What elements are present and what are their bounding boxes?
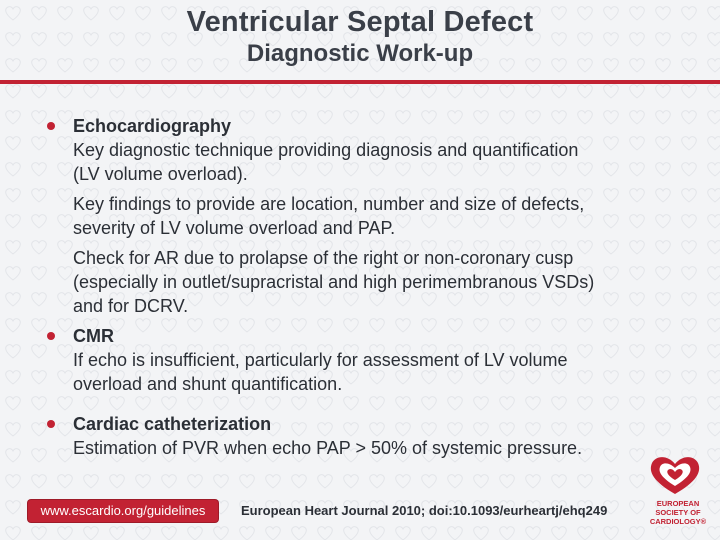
section-heading-cmr: CMR — [73, 326, 114, 346]
bullet-icon — [47, 332, 55, 340]
logo-line-3: CARDIOLOGY® — [649, 517, 707, 526]
header-divider — [0, 80, 720, 84]
body-line: (LV volume overload). — [73, 164, 248, 184]
body-line: Estimation of PVR when echo PAP > 50% of systemic pressure. — [73, 438, 583, 458]
journal-reference: European Heart Journal 2010; doi:10.1093/eurheartj/ehq249 — [241, 503, 608, 518]
body-line: severity of LV volume overload and PAP. — [73, 218, 396, 238]
section-heading-cardiac-catheterization: Cardiac catheterization — [73, 414, 272, 434]
bullet-icon — [47, 420, 55, 428]
slide-subtitle: Diagnostic Work-up — [246, 40, 474, 67]
body-line: Key diagnostic technique providing diagnosis and quantification — [73, 140, 579, 160]
body-line: Check for AR due to prolapse of the right or non-coronary cusp — [73, 248, 574, 268]
slide-title: Ventricular Septal Defect — [186, 6, 534, 38]
heart-logo-icon — [644, 452, 706, 498]
logo-line-1: EUROPEAN — [656, 499, 700, 508]
slide-header — [0, 0, 720, 80]
body-line: overload and shunt quantification. — [73, 374, 343, 394]
section-heading-echocardiography: Echocardiography — [73, 116, 232, 136]
body-line: Key findings to provide are location, number and size of defects, — [73, 194, 585, 214]
logo-line-2: SOCIETY OF — [655, 508, 701, 517]
body-line: and for DCRV. — [73, 296, 189, 316]
bullet-icon — [47, 122, 55, 130]
guidelines-link[interactable]: www.escardio.org/guidelines — [28, 500, 218, 522]
body-line: If echo is insufficient, particularly for assessment of LV volume — [73, 350, 568, 370]
body-line: (especially in outlet/supracristal and high perimembranous VSDs) — [73, 272, 595, 292]
